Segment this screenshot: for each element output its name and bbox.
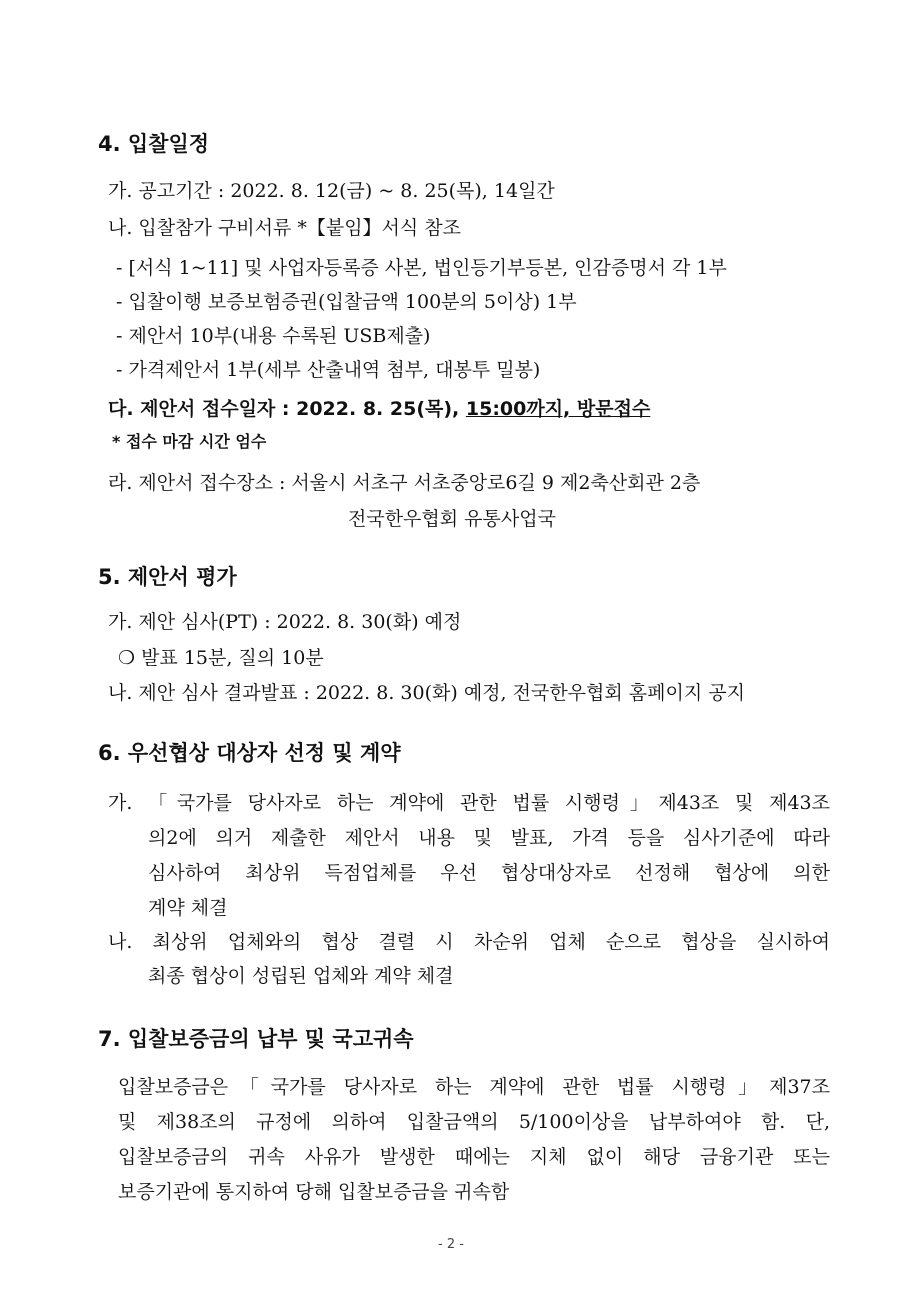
section-5-title: 5. 제안서 평가 [98, 565, 237, 589]
s6-ga-line3: 심사하여 최상위 득점업체를 우선 협상대상자로 선정해 협상에 의한 [148, 862, 830, 884]
s5-ga-sub: ❍ 발표 15분, 질의 10분 [118, 647, 324, 669]
s4-ga: 가. 공고기간 : 2022. 8. 12(금) ~ 8. 25(목), 14일간 [108, 180, 555, 202]
s6-na-line2: 최종 협상이 성립된 업체와 계약 체결 [148, 965, 454, 987]
s4-doc-3: - 제안서 10부(내용 수록된 USB제출) [116, 325, 431, 347]
s7-line3: 입찰보증금의 귀속 사유가 발생한 때에는 지체 없이 해당 금융기관 또는 [118, 1146, 830, 1168]
s7-line2: 및 제38조의 규정에 의하여 입찰금액의 5/100이상을 납부하여야 함. 단, [118, 1111, 830, 1133]
s5-na: 나. 제안 심사 결과발표 : 2022. 8. 30(화) 예정, 전국한우협회 홈페이지 공지 [108, 682, 745, 704]
s4-ra-line2: 전국한우협회 유통사업국 [348, 508, 556, 530]
s4-doc-4: - 가격제안서 1부(세부 산출내역 첨부, 대봉투 밀봉) [116, 359, 541, 381]
section-4-title: 4. 입찰일정 [98, 132, 210, 156]
s6-ga-line4: 계약 체결 [148, 897, 228, 919]
section-7-title: 7. 입찰보증금의 납부 및 국고귀속 [98, 1027, 414, 1051]
s4-da-note: * 접수 마감 시간 엄수 [112, 432, 267, 451]
section-6-title: 6. 우선협상 대상자 선정 및 계약 [98, 741, 401, 765]
s4-doc-2: - 입찰이행 보증보험증권(입찰금액 100분의 5이상) 1부 [116, 291, 577, 313]
s5-ga: 가. 제안 심사(PT) : 2022. 8. 30(화) 예정 [108, 611, 462, 633]
s4-ra-line1: 라. 제안서 접수장소 : 서울시 서초구 서초중앙로6길 9 제2축산회관 2층 [108, 472, 701, 494]
page-number: - 2 - [438, 1237, 464, 1252]
s7-line4: 보증기관에 통지하여 당해 입찰보증금을 귀속함 [118, 1181, 510, 1203]
s4-na: 나. 입찰참가 구비서류 *【붙임】서식 참조 [108, 217, 462, 239]
s6-na-line1: 나. 최상위 업체와의 협상 결렬 시 차순위 업체 순으로 협상을 실시하여 [108, 931, 830, 953]
s6-ga-line2: 의2에 의거 제출한 제안서 내용 및 발표, 가격 등을 심사기준에 따라 [148, 827, 830, 849]
s7-line1: 입찰보증금은「국가를 당사자로 하는 계약에 관한 법률 시행령」제37조 [118, 1076, 830, 1098]
s4-da [108, 396, 650, 422]
s4-da-underlined: 15:00까지, 방문접수 [465, 398, 651, 420]
s4-doc-1: - [서식 1~11] 및 사업자등록증 사본, 법인등기부등본, 인감증명서 각 1부 [116, 257, 727, 279]
s4-da-plain: 다. 제안서 접수일자 : 2022. 8. 25(목), [108, 398, 466, 420]
s6-ga-line1: 가. 「국가를 당사자로 하는 계약에 관한 법률 시행령」제43조 및 제43조 [108, 792, 830, 814]
